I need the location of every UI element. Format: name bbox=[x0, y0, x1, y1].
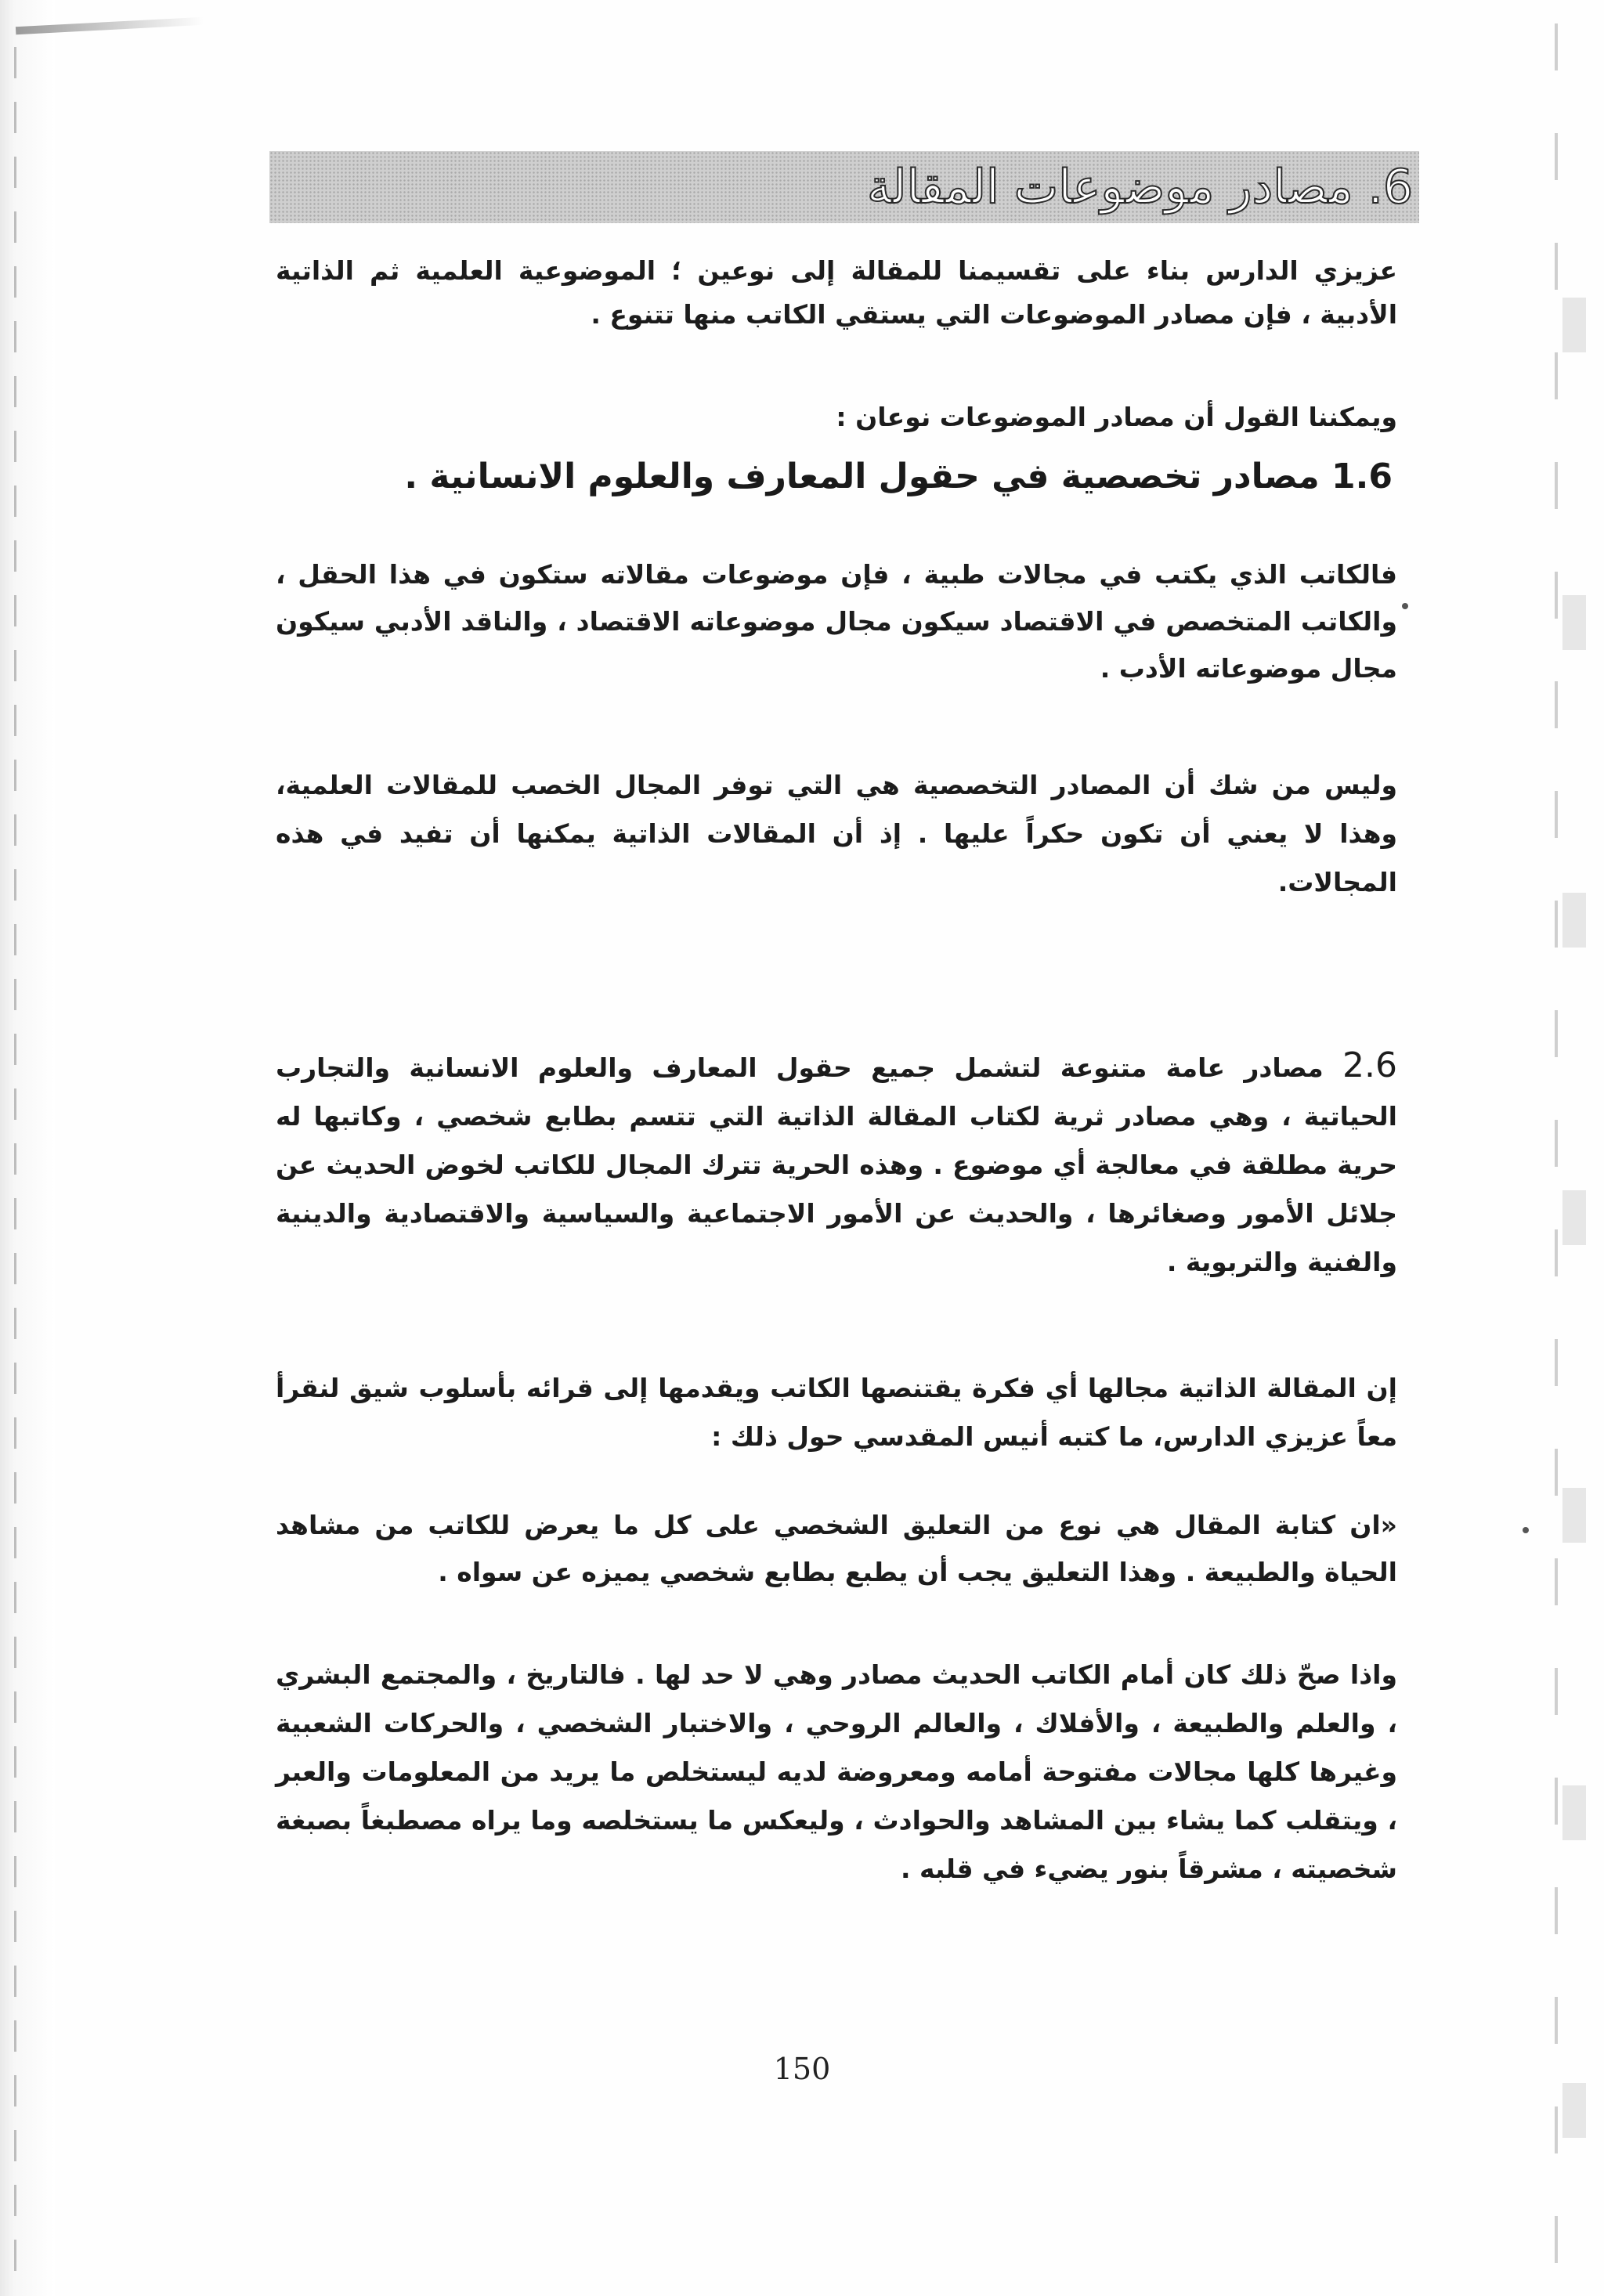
general-sources-text: مصادر عامة متنوعة لتشمل جميع حقول المعارف والعلوم الانسانية والتجارب الحياتية ، وهي مصادر ثرية لكتاب المقالة الذاتية التي تتسم بطابع شخصي ، وكاتبها له حرية مطلقة في معالجة أي موضوع . وهذه الحرية تترك المجال للكاتب لخوض الحديث عن جلائل الأمور وصغائرها ، والحديث عن الأمور الاجتماعية والسياسية والاقتصادية والدينية والفنية والتربوية . bbox=[276, 1052, 1397, 1277]
scan-edge-shadow bbox=[0, 0, 55, 2296]
paragraph-essay-field: إن المقالة الذاتية مجالها أي فكرة يقتنصها الكاتب ويقدمها إلى قرائه بأسلوب شيق لنقرأ معاً عزيزي الدارس، ما كتبه أنيس المقدسي حول ذلك : bbox=[276, 1373, 1397, 1452]
paragraph-specialized-note: وليس من شك أن المصادر التخصصية هي التي توفر المجال الخصب للمقالات العلمية، وهذا لا يعني أن تكون حكراً عليها . إذ أن المقالات الذاتية يمكنها أن تفيد في هذه المجالات. bbox=[276, 770, 1397, 897]
paragraph-quote: «ان كتابة المقال هي نوع من التعليق الشخصي على كل ما يعرض للكاتب من مشاهد الحياة والطبيعة . وهذا التعليق يجب أن يطبع بطابع شخصي يميزه عن سواه . bbox=[276, 1510, 1397, 1587]
paragraph-conclusion: واذا صحّ ذلك كان أمام الكاتب الحديث مصادر وهي لا حد لها . فالتاريخ ، والمجتمع البشري ، والعلم والطبيعة ، والأفلاك ، والعالم الروحي ، والاختبار الشخصي ، والحركات الشعبية وغيرها كلها مجالات مفتوحة أمامه ومعروضة لديه ليستخلص ما يريد من المعلومات والعبر ، ويتقلب كما يشاء بين المشاهد والحوادث ، وليعكس ما يستخلصه وما يراه مصطبغاً بصبغة شخصيته ، مشرقاً بنور يضيء في قلبه . bbox=[276, 1659, 1397, 1884]
paragraph-specialized-fields: فالكاتب الذي يكتب في مجالات طبية ، فإن موضوعات مقالاته ستكون في هذا الحقل ، والكاتب المتخصص في الاقتصاد سيكون مجال موضوعاته الاقتصاد ، والناقد الأدبي سيكون مجال موضوعاته الأدب . bbox=[276, 559, 1397, 684]
subheading-number: 2.6 bbox=[1342, 1045, 1397, 1085]
paragraph-intro: عزيزي الدارس بناء على تقسيمنا للمقالة إلى نوعين ؛ الموضوعية العلمية ثم الذاتية الأدبية ، فإن مصادر الموضوعات التي يستقي الكاتب منها تتنوع . bbox=[276, 255, 1397, 330]
scan-left-margin-artifact bbox=[14, 47, 16, 2271]
scan-dot bbox=[1523, 1527, 1529, 1533]
paragraph-types: ويمكننا القول أن مصادر الموضوعات نوعان : bbox=[836, 402, 1397, 432]
section-title: 6. مصادر موضوعات المقالة bbox=[867, 160, 1413, 215]
subheading-specialized-sources: 1.6 مصادر تخصصية في حقول المعارف والعلوم الانسانية . bbox=[404, 457, 1393, 496]
binder-holes bbox=[1562, 117, 1586, 2232]
scan-right-margin-artifact bbox=[1555, 23, 1558, 2279]
scan-dot bbox=[1402, 603, 1408, 609]
paragraph-general-sources bbox=[276, 1042, 1397, 1287]
page-number: 150 bbox=[773, 2052, 831, 2086]
section-title-band bbox=[269, 151, 1419, 223]
